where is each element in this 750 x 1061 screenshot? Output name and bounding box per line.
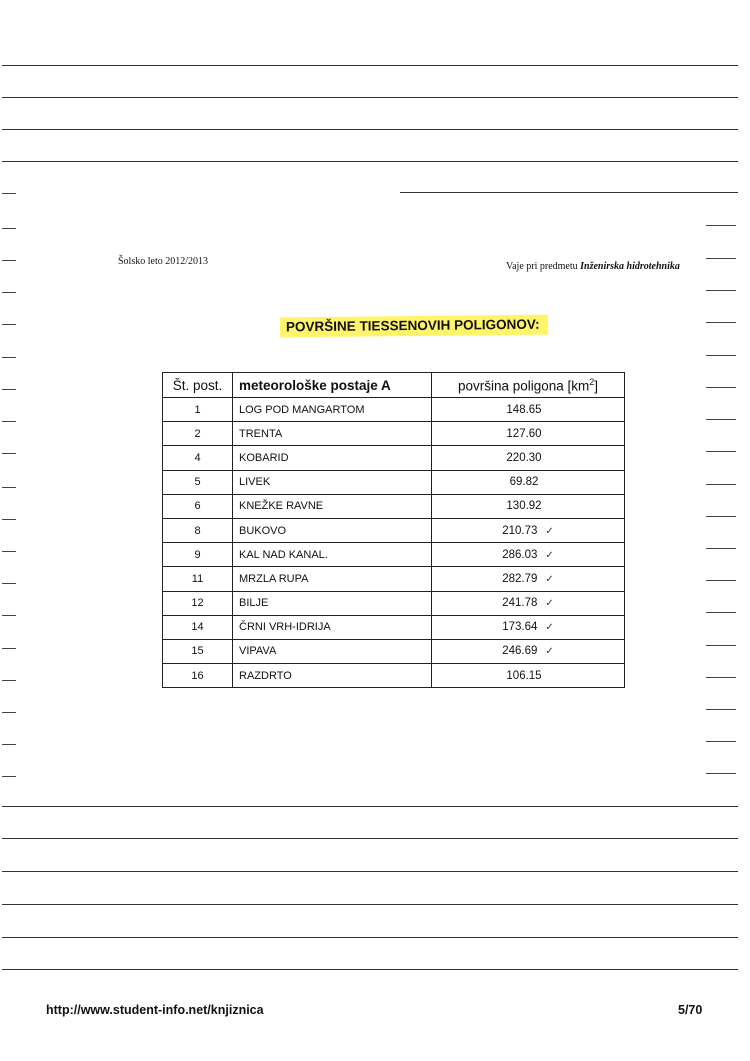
table-row bbox=[163, 543, 625, 567]
polygon-area bbox=[432, 494, 625, 518]
margin-dash bbox=[2, 453, 16, 454]
polygon-area bbox=[432, 639, 625, 663]
margin-dash bbox=[706, 451, 736, 452]
table-row bbox=[163, 446, 625, 470]
area-value: 286.03 bbox=[502, 548, 538, 561]
polygon-area bbox=[432, 591, 625, 615]
ruled-line bbox=[2, 969, 738, 970]
ruled-line bbox=[2, 937, 738, 938]
ruled-line bbox=[2, 161, 738, 162]
station-name: MRZLA RUPA bbox=[233, 567, 432, 591]
course-label bbox=[506, 261, 680, 272]
table-row bbox=[163, 664, 625, 688]
margin-dash bbox=[2, 260, 16, 261]
margin-dash bbox=[706, 677, 736, 678]
margin-dash bbox=[706, 516, 736, 517]
station-number: 2 bbox=[163, 422, 233, 446]
table-row bbox=[163, 518, 625, 542]
table-row bbox=[163, 639, 625, 663]
station-name: KNEŽKE RAVNE bbox=[233, 494, 432, 518]
page-title: POVRŠINE TIESSENOVIH POLIGONOV: bbox=[280, 315, 548, 338]
table-row bbox=[163, 494, 625, 518]
station-name: VIPAVA bbox=[233, 639, 432, 663]
station-number: 14 bbox=[163, 615, 233, 639]
polygon-area bbox=[432, 518, 625, 542]
area-value: 241.78 bbox=[502, 597, 538, 610]
polygon-area bbox=[432, 567, 625, 591]
check-mark-icon: ✓ bbox=[545, 525, 554, 537]
margin-dash bbox=[2, 519, 16, 520]
margin-dash bbox=[2, 421, 16, 422]
margin-dash bbox=[706, 290, 736, 291]
station-number: 8 bbox=[163, 518, 233, 542]
ruled-line bbox=[2, 97, 738, 98]
station-name: KOBARID bbox=[233, 446, 432, 470]
check-mark-icon: ✓ bbox=[545, 573, 554, 585]
table-row bbox=[163, 422, 625, 446]
station-number: 4 bbox=[163, 446, 233, 470]
ruled-line bbox=[2, 838, 738, 839]
ruled-line bbox=[2, 129, 738, 130]
station-name: BUKOVO bbox=[233, 518, 432, 542]
check-mark-icon: ✓ bbox=[545, 549, 554, 561]
station-number: 16 bbox=[163, 664, 233, 688]
station-name: ČRNI VRH-IDRIJA bbox=[233, 615, 432, 639]
margin-dash bbox=[706, 773, 736, 774]
ruled-line bbox=[2, 871, 738, 872]
ruled-line bbox=[2, 904, 738, 905]
margin-dash bbox=[2, 680, 16, 681]
margin-dash bbox=[2, 292, 16, 293]
margin-dash bbox=[2, 487, 16, 488]
table-row bbox=[163, 591, 625, 615]
margin-dash bbox=[2, 648, 16, 649]
station-number: 5 bbox=[163, 470, 233, 494]
station-name: KAL NAD KANAL. bbox=[233, 543, 432, 567]
station-number: 12 bbox=[163, 591, 233, 615]
course-prefix: Vaje pri predmetu bbox=[506, 261, 578, 272]
polygon-area bbox=[432, 543, 625, 567]
margin-dash bbox=[706, 612, 736, 613]
margin-dash bbox=[2, 324, 16, 325]
table-row bbox=[163, 567, 625, 591]
area-value: 148.65 bbox=[506, 403, 542, 416]
margin-dash bbox=[706, 355, 736, 356]
area-value: 282.79 bbox=[502, 572, 538, 585]
margin-dash bbox=[2, 744, 16, 745]
polygon-area bbox=[432, 615, 625, 639]
table-row bbox=[163, 615, 625, 639]
margin-dash bbox=[706, 225, 736, 226]
check-mark-icon: ✓ bbox=[545, 622, 554, 634]
area-value: 69.82 bbox=[509, 476, 539, 489]
margin-dash bbox=[706, 387, 736, 388]
area-value: 210.73 bbox=[502, 524, 538, 537]
station-number: 1 bbox=[163, 398, 233, 422]
check-mark-icon: ✓ bbox=[545, 646, 554, 658]
area-value: 127.60 bbox=[506, 427, 542, 440]
margin-dash bbox=[706, 548, 736, 549]
check-mark-icon: ✓ bbox=[545, 598, 554, 610]
col-header-number: Št. post. bbox=[163, 373, 233, 398]
margin-dash bbox=[2, 228, 16, 229]
margin-dash bbox=[2, 357, 16, 358]
polygon-area bbox=[432, 664, 625, 688]
polygon-area-table bbox=[162, 372, 625, 688]
polygon-area bbox=[432, 446, 625, 470]
page-number: 5/70 bbox=[678, 1003, 703, 1017]
area-value: 220.30 bbox=[506, 451, 542, 464]
area-value: 106.15 bbox=[506, 669, 542, 682]
ruled-line bbox=[2, 65, 738, 66]
ruled-line bbox=[400, 192, 738, 193]
footer-url[interactable]: http://www.student-info.net/knjiznica bbox=[46, 1003, 264, 1017]
polygon-area bbox=[432, 398, 625, 422]
margin-dash bbox=[706, 322, 736, 323]
station-name: TRENTA bbox=[233, 422, 432, 446]
margin-dash bbox=[706, 741, 736, 742]
margin-dash bbox=[2, 551, 16, 552]
margin-dash bbox=[2, 615, 16, 616]
station-number: 11 bbox=[163, 567, 233, 591]
table-row bbox=[163, 398, 625, 422]
margin-dash bbox=[2, 776, 16, 777]
margin-dash bbox=[2, 583, 16, 584]
station-name: LIVEK bbox=[233, 470, 432, 494]
station-number: 6 bbox=[163, 494, 233, 518]
area-value: 246.69 bbox=[502, 645, 538, 658]
station-name: LOG POD MANGARTOM bbox=[233, 398, 432, 422]
course-name: Inženirska hidrotehnika bbox=[580, 261, 680, 272]
polygon-area bbox=[432, 422, 625, 446]
margin-dash bbox=[2, 712, 16, 713]
margin-dash bbox=[2, 389, 16, 390]
table-header-row bbox=[163, 373, 625, 398]
margin-dash bbox=[706, 580, 736, 581]
polygon-area bbox=[432, 470, 625, 494]
col-header-area: površina poligona $[km^2]$ bbox=[432, 373, 625, 398]
table-row bbox=[163, 470, 625, 494]
school-year: Šolsko leto 2012/2013 bbox=[118, 256, 209, 267]
station-name: BILJE bbox=[233, 591, 432, 615]
station-number: 9 bbox=[163, 543, 233, 567]
margin-dash bbox=[706, 258, 736, 259]
margin-dash bbox=[706, 645, 736, 646]
margin-dash bbox=[706, 484, 736, 485]
margin-dash bbox=[706, 419, 736, 420]
area-value: 173.64 bbox=[502, 621, 538, 634]
station-name: RAZDRTO bbox=[233, 664, 432, 688]
station-number: 15 bbox=[163, 639, 233, 663]
area-value: 130.92 bbox=[506, 500, 542, 513]
margin-dash bbox=[2, 193, 16, 194]
margin-dash bbox=[706, 709, 736, 710]
ruled-line bbox=[2, 806, 738, 807]
col-header-station: meteorološke postaje A bbox=[233, 373, 432, 398]
